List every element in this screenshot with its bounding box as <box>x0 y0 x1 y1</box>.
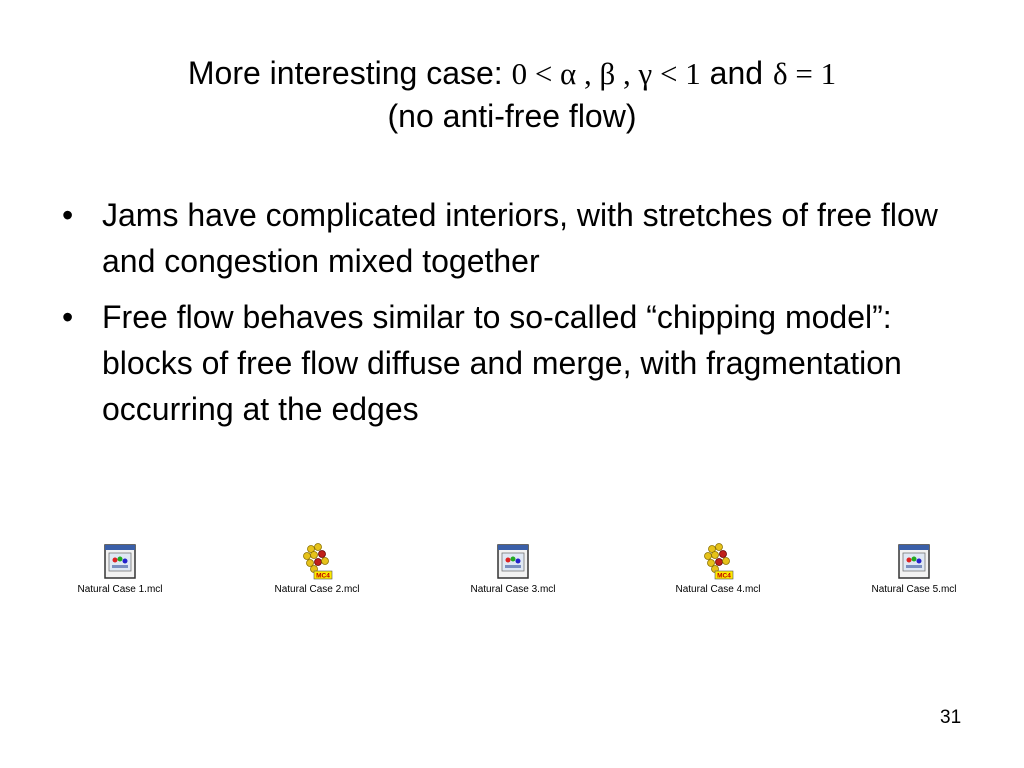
file-natural-case-2[interactable] <box>252 543 382 596</box>
file-label: Natural Case 2.mcl <box>274 584 360 595</box>
bullet-text: Jams have complicated interiors, with stretches of free flow and congestion mixed together <box>102 197 938 279</box>
document-window-icon <box>493 543 533 581</box>
file-natural-case-1[interactable] <box>55 543 185 596</box>
file-natural-case-4[interactable] <box>653 543 783 596</box>
document-window-icon <box>894 543 934 581</box>
bullet-text: Free flow behaves similar to so-called “chipping model”: blocks of free flow diffuse and merge, with fragmentation occurring at the edges <box>102 299 902 427</box>
bullet-marker: • <box>62 197 74 233</box>
bullet-list <box>62 192 962 442</box>
bullet-item <box>62 192 962 284</box>
title-math-delta: δ = 1 <box>773 56 837 91</box>
mc4-badge: MC4 <box>316 572 330 580</box>
file-label: Natural Case 5.mcl <box>871 584 957 595</box>
bullet-marker: • <box>62 299 74 335</box>
mcell-app-icon <box>297 543 337 581</box>
bullet-item <box>62 294 962 432</box>
slide-title <box>0 52 1024 137</box>
embedded-file-icons <box>0 543 1024 603</box>
title-prefix: More interesting case: <box>187 55 512 91</box>
mcell-app-icon <box>698 543 738 581</box>
file-label: Natural Case 4.mcl <box>675 584 761 595</box>
file-label: Natural Case 1.mcl <box>77 584 163 595</box>
title-math-inequality: 0 < α , β , γ < 1 <box>511 56 701 91</box>
mc4-badge: MC4 <box>717 572 731 580</box>
document-window-icon <box>100 543 140 581</box>
file-natural-case-5[interactable] <box>849 543 979 596</box>
title-line-2: (no anti-free flow) <box>387 98 637 134</box>
page-number: 31 <box>940 707 962 728</box>
file-natural-case-3[interactable] <box>448 543 578 596</box>
file-label: Natural Case 3.mcl <box>470 584 556 595</box>
title-line-1 <box>0 52 1024 95</box>
title-conjunction: and <box>709 55 764 91</box>
